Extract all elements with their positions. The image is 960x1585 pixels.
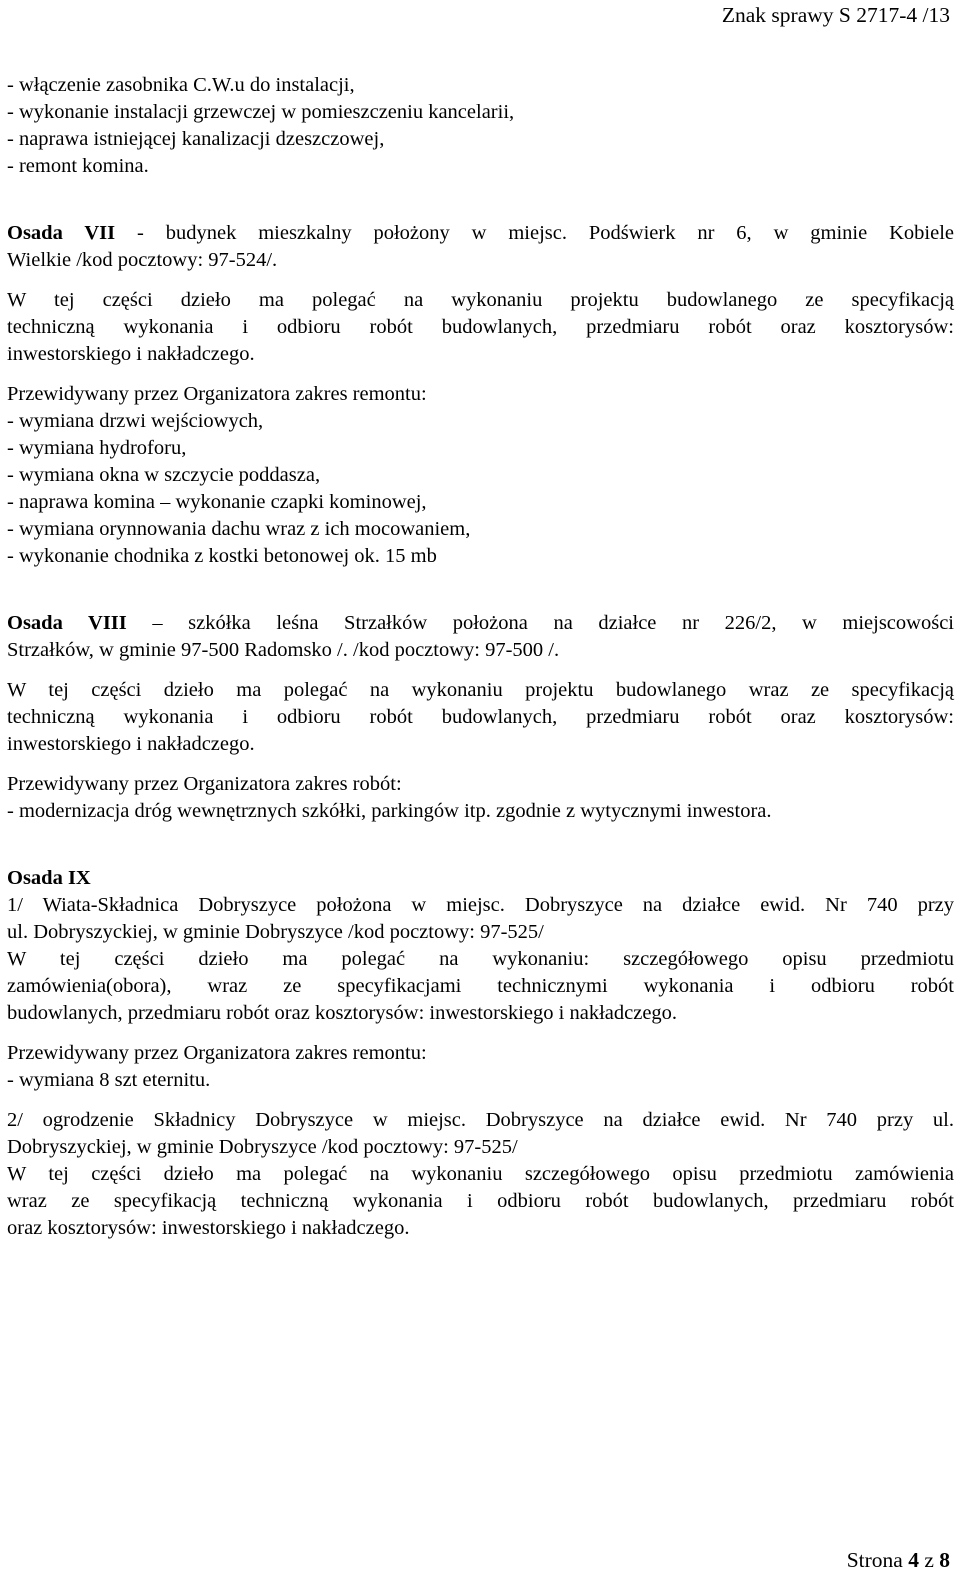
document-body — [7, 72, 954, 1242]
osada-viii-location: – szkółka leśna Strzałków położona na działce nr 226/2, w miejscowości — [126, 612, 954, 634]
paragraph-line: ul. Dobryszyckiej, w gminie Dobryszyce /kod pocztowy: 97-525/ — [7, 921, 544, 943]
osada-vii-location: - budynek mieszkalny położony w miejsc. Podświerk nr 6, w gminie Kobiele — [115, 222, 954, 244]
scope-heading: Przewidywany przez Organizatora zakres remontu: — [7, 1042, 427, 1064]
list-item: - wymiana okna w szczycie poddasza, — [7, 464, 321, 486]
paragraph-line: techniczną wykonania i odbioru robót budowlanych, przedmiaru robót oraz kosztorysów: — [7, 706, 954, 728]
paragraph-line: oraz kosztorysów: inwestorskiego i nakładczego. — [7, 1217, 410, 1239]
osada-viii-heading — [7, 610, 954, 637]
paragraph-line: Dobryszyckiej, w gminie Dobryszyce /kod pocztowy: 97-525/ — [7, 1136, 518, 1158]
paragraph-line: 1/ Wiata-Składnica Dobryszyce położona w miejsc. Dobryszyce na działce ewid. Nr 740 przy — [7, 894, 954, 916]
page-number — [847, 1547, 950, 1573]
list-item: - remont komina. — [7, 155, 149, 177]
list-item: - wymiana hydroforu, — [7, 437, 187, 459]
list-item: - wymiana drzwi wejściowych, — [7, 410, 264, 432]
list-item: - naprawa istniejącej kanalizacji dzeszczowej, — [7, 128, 385, 150]
paragraph-line: W tej części dzieło ma polegać na wykonaniu projektu budowlanego wraz ze specyfikacją — [7, 679, 954, 701]
paragraph-line: W tej części dzieło ma polegać na wykonaniu szczegółowego opisu przedmiotu zamówienia — [7, 1163, 954, 1185]
paragraph-line: inwestorskiego i nakładczego. — [7, 733, 255, 755]
page-total: 8 — [939, 1548, 950, 1572]
list-item: - wymiana orynnowania dachu wraz z ich mocowaniem, — [7, 518, 471, 540]
osada-ix-title: Osada IX — [7, 867, 91, 889]
page-separator: z — [918, 1548, 940, 1572]
osada-vii-heading — [7, 220, 954, 247]
page-current: 4 — [908, 1548, 919, 1572]
paragraph-line: budowlanych, przedmiaru robót oraz kosztorysów: inwestorskiego i nakładczego. — [7, 1002, 678, 1024]
osada-viii-title: Osada VIII — [7, 612, 127, 634]
paragraph-line: 2/ ogrodzenie Składnicy Dobryszyce w miejsc. Dobryszyce na działce ewid. Nr 740 przy ul. — [7, 1109, 954, 1131]
list-item: - wymiana 8 szt eternitu. — [7, 1069, 211, 1091]
scope-heading: Przewidywany przez Organizatora zakres remontu: — [7, 383, 427, 405]
list-item: - włączenie zasobnika C.W.u do instalacji, — [7, 74, 355, 96]
osada-vii-location-line: Wielkie /kod pocztowy: 97-524/. — [7, 249, 278, 271]
list-item: - wykonanie instalacji grzewczej w pomieszczeniu kancelarii, — [7, 101, 515, 123]
osada-viii-location-line: Strzałków, w gminie 97-500 Radomsko /. /kod pocztowy: 97-500 /. — [7, 639, 560, 661]
list-item: - modernizacja dróg wewnętrznych szkółki, parkingów itp. zgodnie z wytycznymi inwestora. — [7, 800, 772, 822]
paragraph-line: wraz ze specyfikacją techniczną wykonania i odbioru robót budowlanych, przedmiaru robót — [7, 1190, 954, 1212]
paragraph-line: W tej części dzieło ma polegać na wykonaniu projektu budowlanego ze specyfikacją — [7, 289, 954, 311]
paragraph-line: zamówienia(obora), wraz ze specyfikacjami technicznymi wykonania i odbioru robót — [7, 975, 954, 997]
paragraph-line: W tej części dzieło ma polegać na wykonaniu: szczegółowego opisu przedmiotu — [7, 948, 954, 970]
list-item: - wykonanie chodnika z kostki betonowej ok. 15 mb — [7, 545, 437, 567]
scope-heading: Przewidywany przez Organizatora zakres robót: — [7, 773, 402, 795]
paragraph-line: inwestorskiego i nakładczego. — [7, 343, 255, 365]
paragraph-line: techniczną wykonania i odbioru robót budowlanych, przedmiaru robót oraz kosztorysów: — [7, 316, 954, 338]
page-prefix: Strona — [846, 1548, 909, 1572]
list-item: - naprawa komina – wykonanie czapki kominowej, — [7, 491, 427, 513]
case-number: Znak sprawy S 2717-4 /13 — [721, 3, 950, 27]
osada-vii-title: Osada VII — [7, 222, 116, 244]
